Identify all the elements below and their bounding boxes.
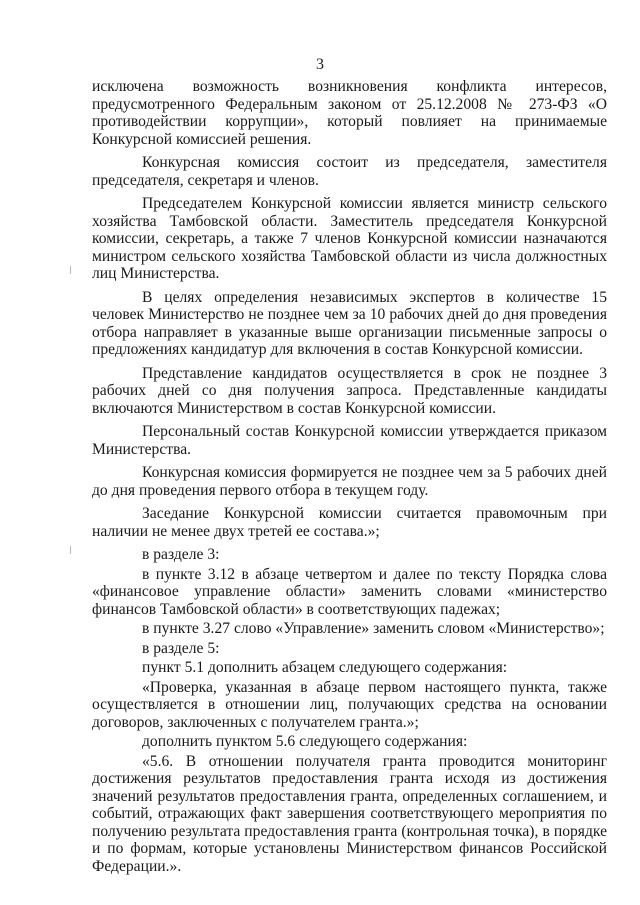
paragraph: пункт 5.1 дополнить абзацем следующего содержания:	[142, 659, 508, 676]
paragraph: в разделе 3:	[142, 546, 220, 563]
paragraph: Представление кандидатов осуществляется в срок не позднее 3 рабочих дней со дня получения запроса. Представленные кандидаты включаются Министерством в состав Конкурсной комиссии.	[92, 364, 607, 417]
paragraph: Конкурсная комиссия состоит из председателя, заместителя председателя, секретаря и членов.	[92, 154, 607, 189]
scan-margin-mark	[70, 266, 71, 274]
paragraph: Конкурсная комиссия формируется не позднее чем за 5 рабочих дней до дня проведения первого отбора в текущем году.	[92, 464, 607, 499]
paragraph: Персональный состав Конкурсной комиссии утверждается приказом Министерства.	[92, 423, 607, 458]
paragraph: «5.6. В отношении получателя гранта проводится мониторинг достижения результатов предоставления гранта исходя из достижения значений результатов предоставления гранта, определенных соглашением, и событий, отражающих факт завершения соответствующего мероприятия по получению результата предоставления гранта (контрольная точка), в порядке и по формам, которые установлены Министерством финансов Российской Федерации.».	[92, 752, 607, 875]
document-body	[92, 78, 607, 877]
paragraph: Председателем Конкурсной комиссии является министр сельского хозяйства Тамбовской области. Заместитель председателя Конкурсной комиссии, секретарь, а также 7 членов Конкурсной комиссии назначаются министром сельского хозяйства Тамбовской области из числа должностных лиц Министерства.	[92, 195, 607, 282]
paragraph: в разделе 5:	[142, 639, 220, 657]
paragraph: Заседание Конкурсной комиссии считается правомочным при наличии не менее двух третей ее состава.»;	[92, 505, 607, 540]
paragraph: «Проверка, указанная в абзаце первом настоящего пункта, также осуществляется в отношении лиц, получающих средства на основании договоров, заключенных с получателем гранта.»;	[92, 678, 607, 731]
page-number: 3	[316, 56, 324, 73]
paragraph: исключена возможность возникновения конфликта интересов, предусмотренного Федеральным законом от 25.12.2008 № 273-ФЗ «О противодействии коррупции», который повлияет на принимаемые Конкурсной комиссией решения.	[92, 78, 607, 148]
paragraph: в пункте 3.27 слово «Управление» заменить словом «Министерство»;	[142, 620, 605, 637]
paragraph: дополнить пунктом 5.6 следующего содержания:	[142, 733, 468, 750]
paragraph: В целях определения независимых экспертов в количестве 15 человек Министерство не позднее чем за 10 рабочих дней до дня проведения отбора направляет в указанные выше организации письменные запросы о предложениях кандидатур для включения в состав Конкурсной комиссии.	[92, 288, 607, 358]
scan-margin-mark	[70, 546, 71, 554]
paragraph: в пункте 3.12 в абзаце четвертом и далее по тексту Порядка слова «финансовое управление области» заменить словами «министерство финансов Тамбовской области» в соответствующих падежах;	[92, 565, 607, 618]
